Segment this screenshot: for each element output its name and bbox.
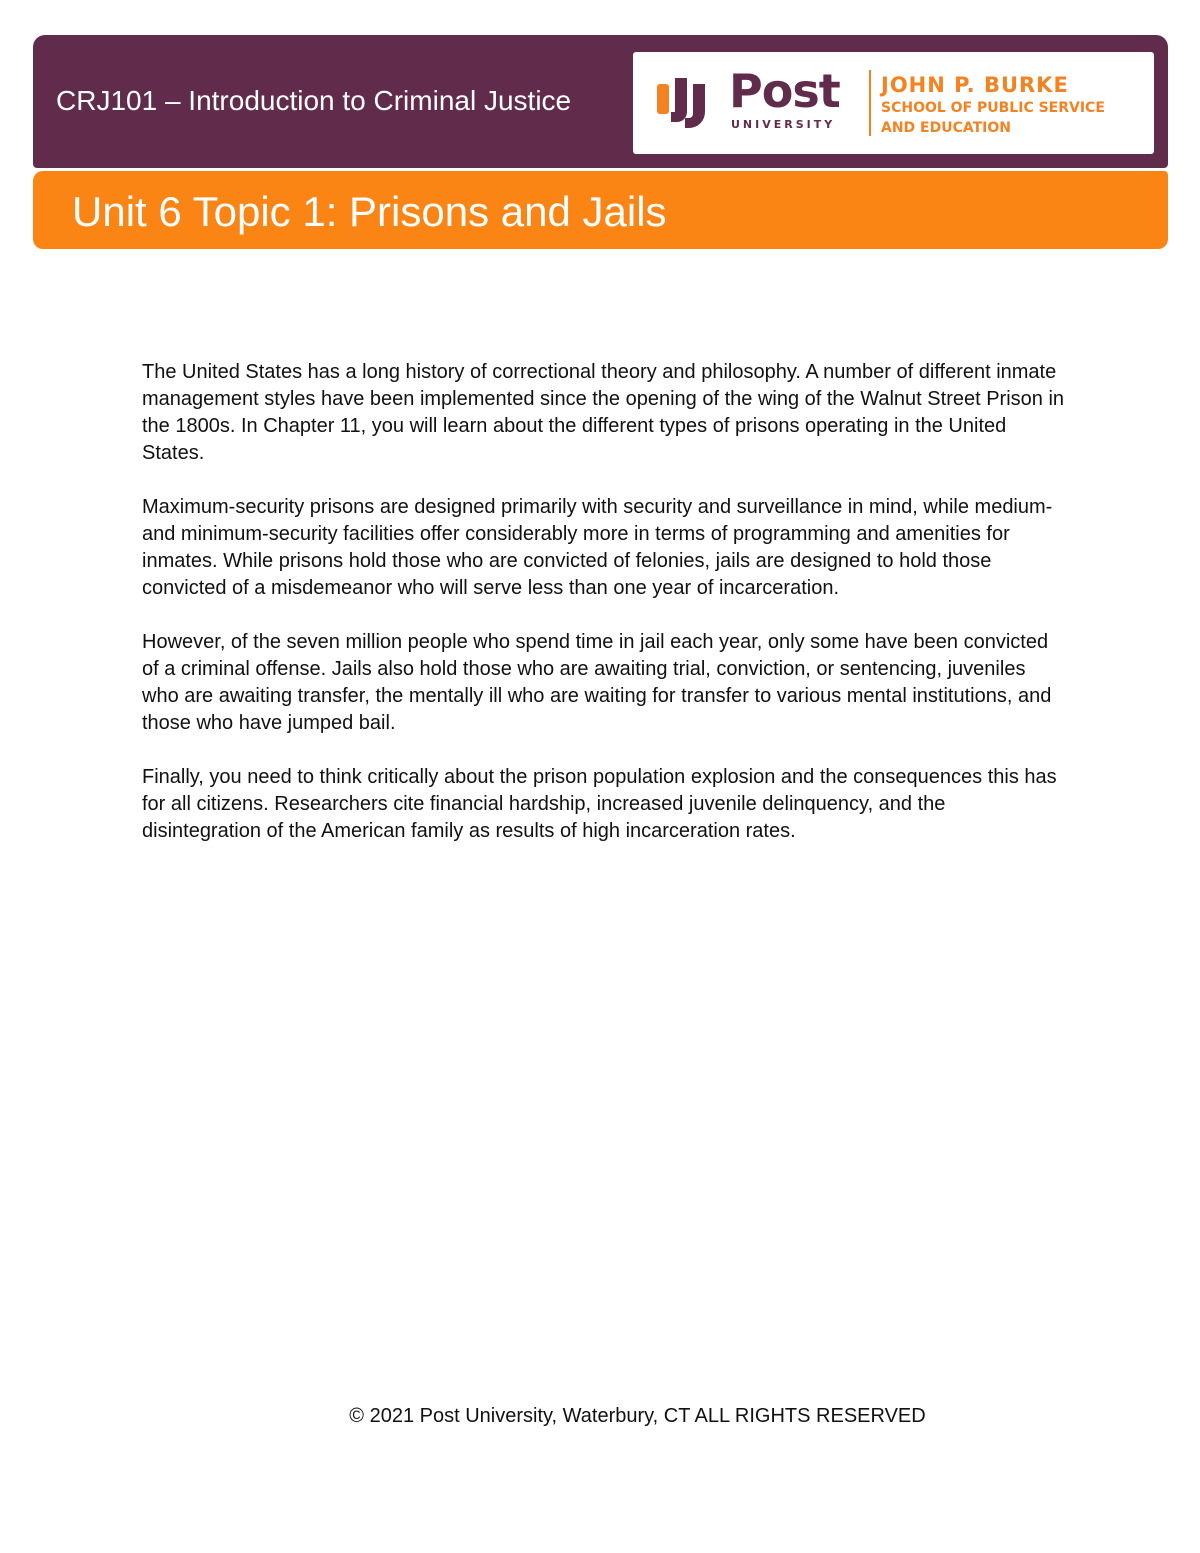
school-name-line3: AND EDUCATION — [881, 120, 1011, 136]
post-university-logo — [633, 52, 1154, 154]
logo-subtitle: UNIVERSITY — [731, 118, 836, 131]
body-paragraph: Maximum-security prisons are designed primarily with security and surveillance in mind, while medium- and minimum-security facilities offer considerably more in terms of programming and amenities for inmates. While prisons hold those who are convicted of felonies, jails are designed to hold those convicted of a misdemeanor who will serve less than one year of incarceration. — [142, 496, 1053, 599]
body-text — [142, 359, 1067, 872]
school-name — [881, 72, 1105, 138]
copyright-footer: © 2021 Post University, Waterbury, CT ALL RIGHTS RESERVED — [349, 1405, 926, 1427]
body-paragraph: However, of the seven million people who spend time in jail each year, only some have been convicted of a criminal offense. Jails also hold those who are awaiting trial, conviction, or sentencing, juveniles who are awaiting transfer, the mentally ill who are waiting for transfer to various mental institutions, and those who have jumped bail. — [142, 631, 1052, 734]
body-paragraph: Finally, you need to think critically about the prison population explosion and the consequences this has for all citizens. Researchers cite financial hardship, increased juvenile delinquency, and the disintegration of the American family as results of high incarceration rates. — [142, 766, 1057, 842]
post-university-mark-icon — [653, 70, 717, 134]
course-title: CRJ101 – Introduction to Criminal Justice — [56, 85, 572, 116]
body-paragraph: The United States has a long history of correctional theory and philosophy. A number of different inmate management styles have been implemented since the opening of the wing of the Walnut Street Prison in the 1800s. In Chapter 11, you will learn about the different types of prisons operating in the United States. — [142, 361, 1065, 464]
topic-title: Unit 6 Topic 1: Prisons and Jails — [72, 188, 667, 235]
logo-wordmark: Post — [729, 64, 840, 118]
school-name-line1: JOHN P. BURKE — [881, 73, 1069, 97]
school-name-line2: SCHOOL OF PUBLIC SERVICE — [881, 100, 1105, 116]
logo-divider — [869, 70, 871, 136]
